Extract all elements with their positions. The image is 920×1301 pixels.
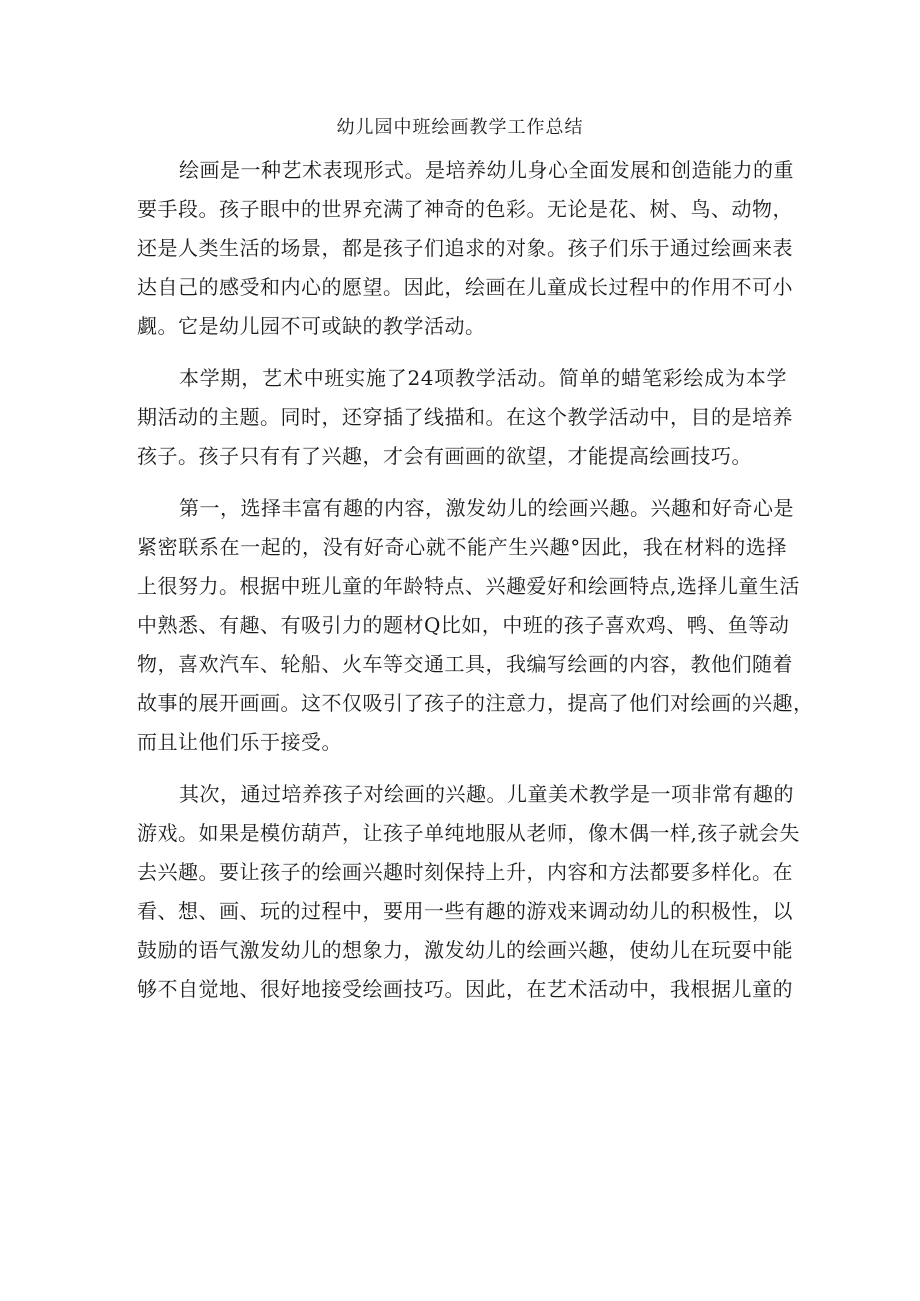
text-line: 去兴趣。要让孩子的绘画兴趣时刻保持上升，内容和方法都要多样化。在 xyxy=(137,860,793,884)
text-line: 上很努力。根据中班儿童的年龄特点、兴趣爱好和绘画特点,选择儿童生活 xyxy=(137,574,800,598)
text-line: 而且让他们乐于接受。 xyxy=(137,730,342,754)
paragraph-semester xyxy=(137,359,793,476)
text-line: 觑。它是幼儿园不可或缺的教学活动。 xyxy=(137,314,486,338)
text-line: 第一，选择丰富有趣的内容，激发幼儿的绘画兴趣。兴趣和好奇心是 xyxy=(179,496,794,520)
text-line: 期活动的主题。同时，还穿插了线描和。在这个教学活动中，目的是培养 xyxy=(137,405,793,429)
paragraph-second-point xyxy=(137,775,800,1009)
text-line: 其次，通过培养孩子对绘画的兴趣。儿童美术教学是一项非常有趣的 xyxy=(179,782,794,806)
text-line: 紧密联系在一起的，没有好奇心就不能产生兴趣°因此，我在材料的选择 xyxy=(137,535,787,559)
text-line: 鼓励的语气激发幼儿的想象力，激发幼儿的绘画兴趣，使幼儿在玩耍中能 xyxy=(137,938,793,962)
text-line: 达自己的感受和内心的愿望。因此，绘画在儿童成长过程中的作用不可小 xyxy=(137,275,793,299)
document-body xyxy=(137,151,814,1009)
text-line: 故事的展开画画。这不仅吸引了孩子的注意力，提高了他们对绘画的兴趣， xyxy=(137,691,814,715)
text-line: 本学期，艺术中班实施了24项教学活动。简单的蜡笔彩绘成为本学 xyxy=(179,366,787,390)
text-line: 中熟悉、有趣、有吸引力的题材Q比如，中班的孩子喜欢鸡、鸭、鱼等动 xyxy=(137,613,790,637)
paragraph-gap xyxy=(137,762,787,775)
text-line: 物，喜欢汽车、轮船、火车等交通工具，我编写绘画的内容，教他们随着 xyxy=(137,652,793,676)
text-line: 看、想、画、玩的过程中，要用一些有趣的游戏来调动幼儿的积极性，以 xyxy=(137,899,793,923)
paragraph-gap xyxy=(137,476,787,489)
text-line: 孩子。孩子只有有了兴趣，才会有画画的欲望，才能提高绘画技巧。 xyxy=(137,444,752,468)
document-title: 幼儿园中班绘画教学工作总结 xyxy=(336,117,584,138)
paragraph-gap xyxy=(137,346,787,359)
text-line: 绘画是一种艺术表现形式。是培养幼儿身心全面发展和创造能力的重 xyxy=(179,158,794,182)
text-line: 游戏。如果是模仿葫芦，让孩子单纯地服从老师，像木偶一样,孩子就会失 xyxy=(137,821,800,845)
text-line: 要手段。孩子眼中的世界充满了神奇的色彩。无论是花、树、鸟、动物， xyxy=(137,197,793,221)
text-line: 够不自觉地、很好地接受绘画技巧。因此，在艺术活动中，我根据儿童的 xyxy=(137,977,793,1001)
paragraph-intro xyxy=(137,151,794,346)
text-line: 还是人类生活的场景，都是孩子们追求的对象。孩子们乐于通过绘画来表 xyxy=(137,236,793,260)
paragraph-first-point xyxy=(137,489,814,762)
